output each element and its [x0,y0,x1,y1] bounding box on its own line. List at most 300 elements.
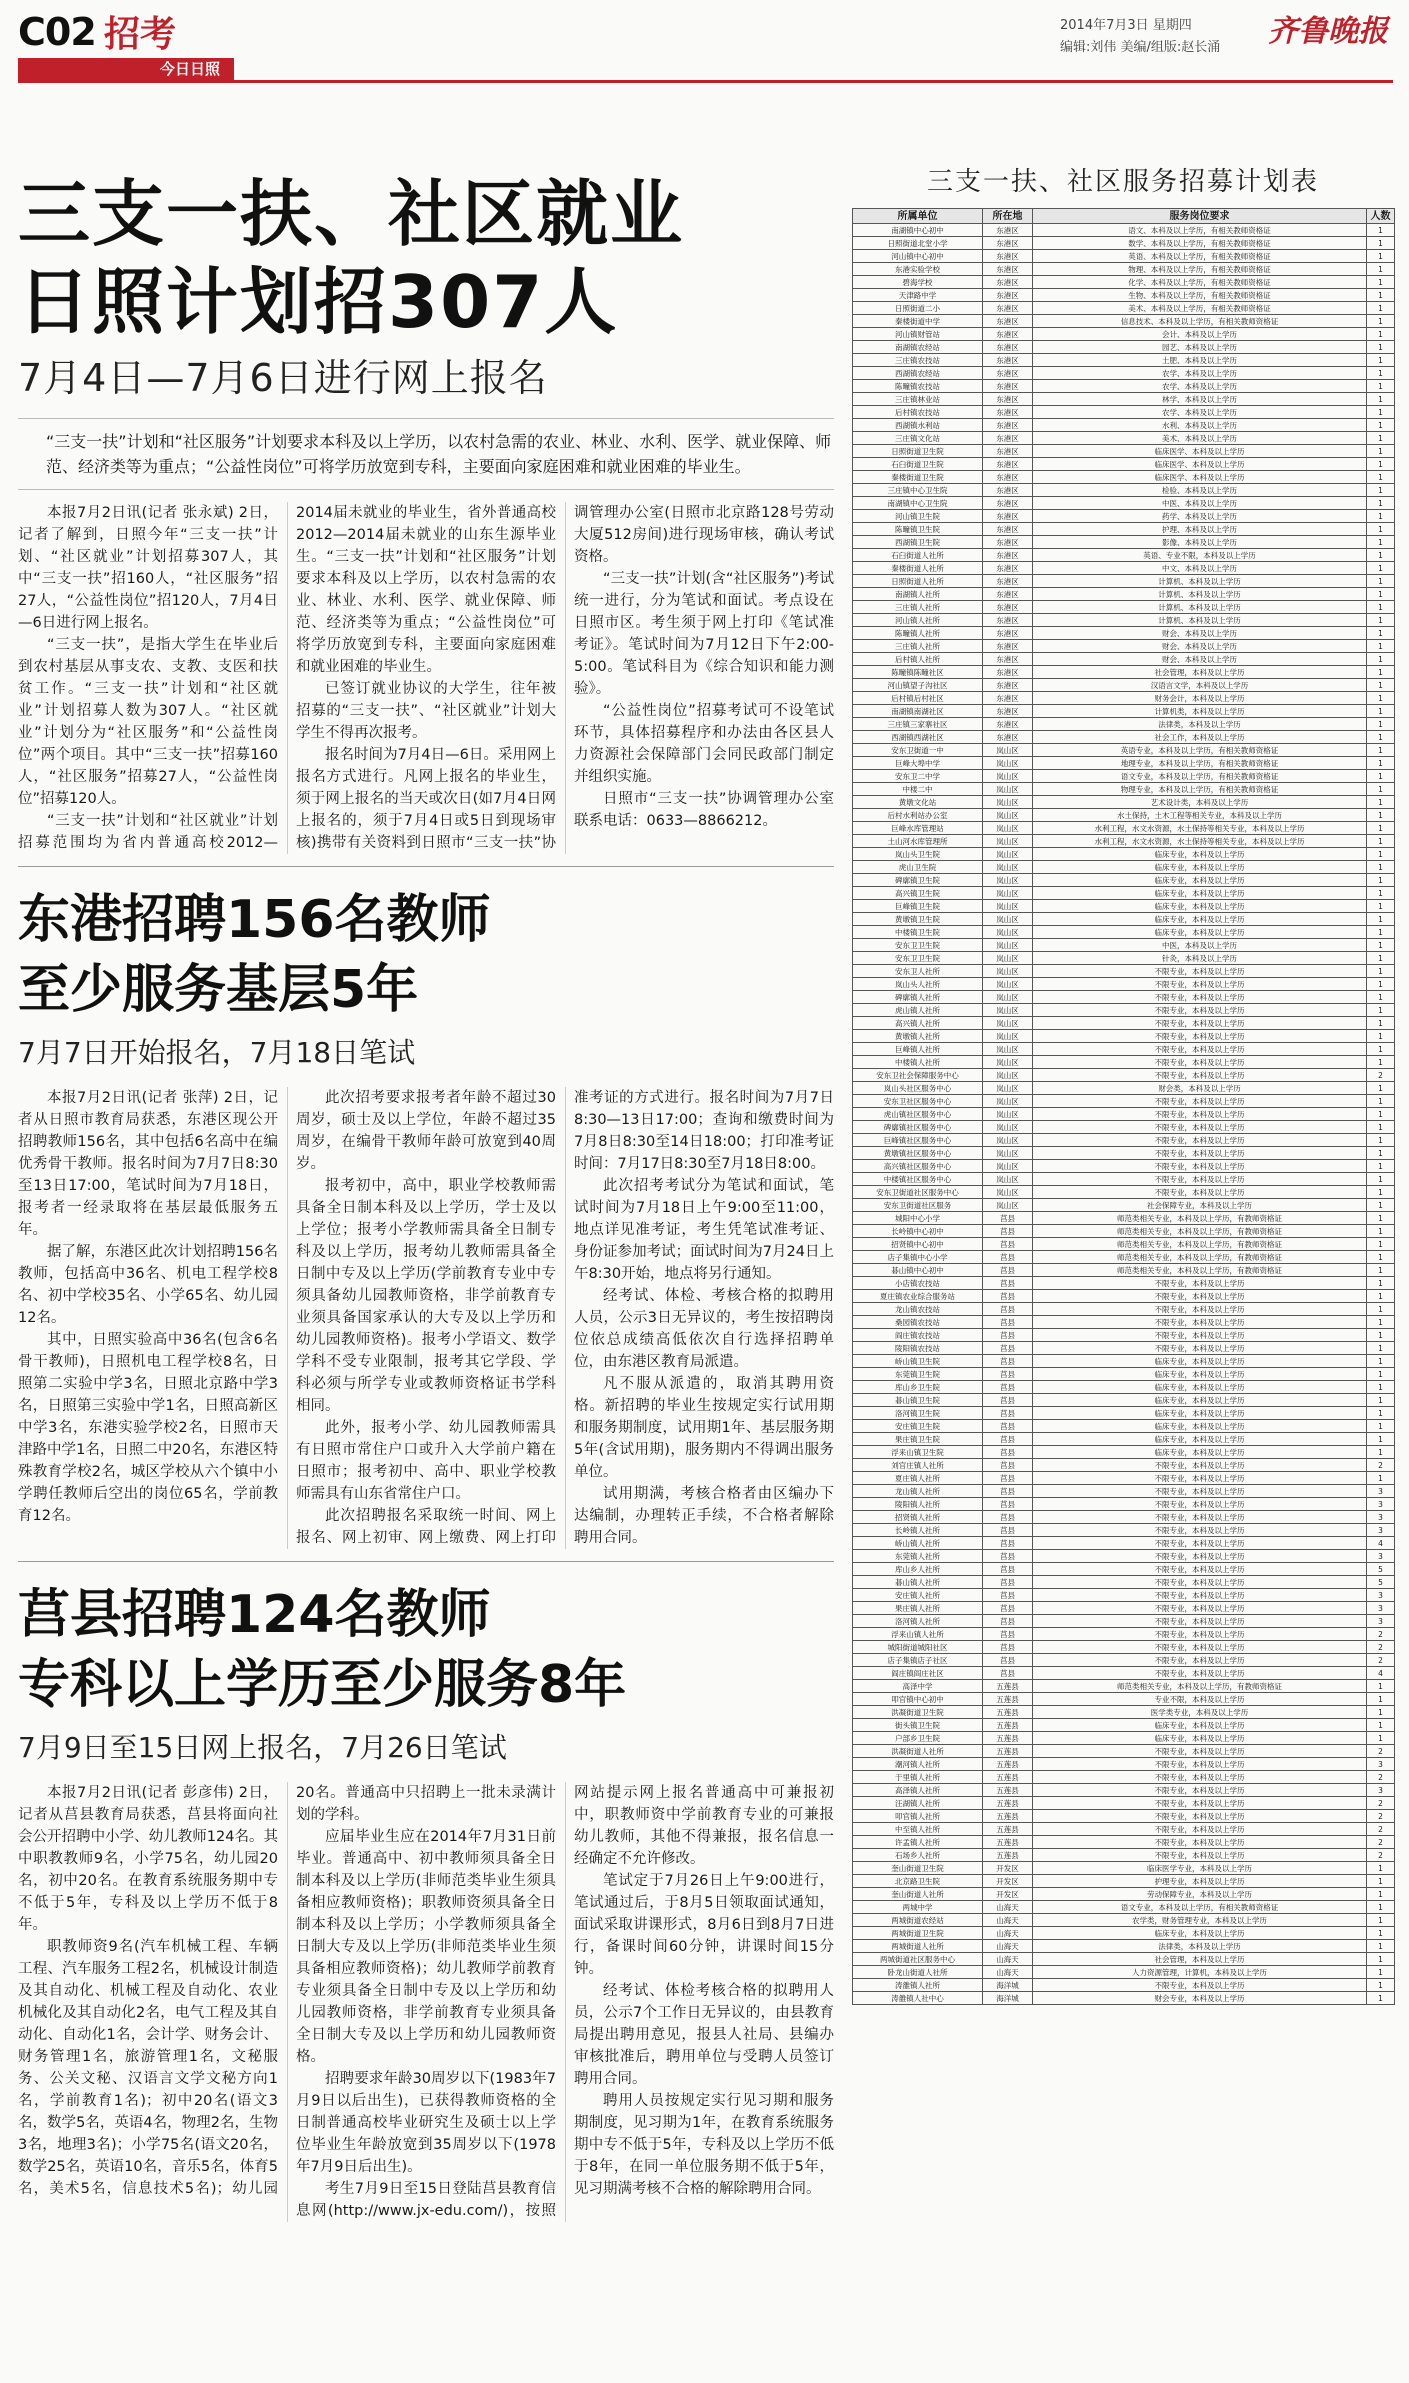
requirement-cell: 临床专业，本科及以上学历 [1033,1407,1367,1420]
headline-line1: 莒县招聘124名教师 [18,1585,491,1645]
table-row [853,939,1395,952]
requirement-cell: 中医、本科及以上学历 [1033,497,1367,510]
unit-cell: 浮来山镇卫生院 [853,1446,983,1459]
table-row [853,1823,1395,1836]
location-cell: 东港区 [983,419,1033,432]
table-row [853,1225,1395,1238]
count-cell: 1 [1367,1433,1395,1446]
requirement-cell: 土肥、本科及以上学历 [1033,354,1367,367]
unit-cell: 后村镇人社所 [853,653,983,666]
paragraph: 已签订就业协议的大学生，往年被招募的“三支一扶”、“社区就业”计划大学生不得再次报考。 [296,681,556,741]
count-cell: 2 [1367,1823,1395,1836]
table-title: 三支一扶、社区服务招募计划表 [926,167,1319,197]
unit-cell: 河山镇望子沟社区 [853,679,983,692]
requirement-cell: 不限专业，本科及以上学历 [1033,1030,1367,1043]
table-row [853,1992,1395,2005]
unit-cell: 店子集镇中心小学 [853,1251,983,1264]
unit-cell: 三庄镇文化站 [853,432,983,445]
unit-cell: 碁山镇中心初中 [853,1264,983,1277]
location-cell: 东港区 [983,588,1033,601]
table-row [853,1004,1395,1017]
table-row [853,536,1395,549]
location-cell: 岚山区 [983,926,1033,939]
unit-cell: 三庄镇中心卫生院 [853,484,983,497]
count-cell: 1 [1367,1004,1395,1017]
location-cell: 莒县 [983,1368,1033,1381]
location-cell: 东港区 [983,627,1033,640]
table-row [853,315,1395,328]
table-row [853,1745,1395,1758]
table-row [853,1056,1395,1069]
count-cell: 1 [1367,1108,1395,1121]
paper-logo: 齐鲁晚报 [1268,14,1388,49]
article-body [18,1087,834,1549]
location-cell: 岚山区 [983,978,1033,991]
requirement-cell: 临床专业，本科及以上学历 [1033,861,1367,874]
unit-cell: 黄墩文化站 [853,796,983,809]
location-cell: 岚山区 [983,1082,1033,1095]
table-row [853,913,1395,926]
unit-cell: 东莞镇人社所 [853,1550,983,1563]
requirement-cell: 不限专业，本科及以上学历 [1033,1290,1367,1303]
requirement-cell: 水土保持，土木工程等相关专业，本科及以上学历 [1033,809,1367,822]
location-cell: 岚山区 [983,965,1033,978]
location-cell: 东港区 [983,341,1033,354]
requirement-cell: 不限专业，本科及以上学历 [1033,1498,1367,1511]
table-row [853,523,1395,536]
table-row [853,1394,1395,1407]
unit-cell: 河山镇财管站 [853,328,983,341]
count-cell: 1 [1367,1160,1395,1173]
requirement-cell: 不限专业，本科及以上学历 [1033,1654,1367,1667]
requirement-cell: 不限专业，本科及以上学历 [1033,1095,1367,1108]
count-cell: 4 [1367,1667,1395,1680]
table-row [853,1550,1395,1563]
requirement-cell: 不限专业，本科及以上学历 [1033,991,1367,1004]
table-row [853,289,1395,302]
location-cell: 岚山区 [983,1017,1033,1030]
location-cell: 东港区 [983,575,1033,588]
requirement-cell: 临床专业，本科及以上学历 [1033,1732,1367,1745]
location-cell: 东港区 [983,276,1033,289]
requirement-cell: 不限专业，本科及以上学历 [1033,1485,1367,1498]
requirement-cell: 中医，本科及以上学历 [1033,939,1367,952]
count-cell: 2 [1367,1628,1395,1641]
requirement-cell: 计算机、本科及以上学历 [1033,601,1367,614]
unit-cell: 西湖镇水利站 [853,419,983,432]
requirement-cell: 财会、本科及以上学历 [1033,627,1367,640]
requirement-cell: 不限专业，本科及以上学历 [1033,1004,1367,1017]
table-row [853,1459,1395,1472]
requirement-cell: 护理专业，本科及以上学历 [1033,1875,1367,1888]
table-row [853,1901,1395,1914]
location-cell: 东港区 [983,614,1033,627]
count-cell: 1 [1367,796,1395,809]
paragraph: 试用期满，考核合格者由区编办下达编制，办理转正手续，不合格者解除聘用合同。 [574,1486,834,1546]
column-header: 所属单位 [853,209,983,224]
count-cell: 1 [1367,822,1395,835]
table-row [853,1927,1395,1940]
table-header-row [853,209,1395,224]
unit-cell: 后村镇农技站 [853,406,983,419]
unit-cell: 巨峰镇社区服务中心 [853,1134,983,1147]
table-row [853,432,1395,445]
table-row [853,562,1395,575]
location-cell: 山海天 [983,1901,1033,1914]
requirement-cell: 临床专业，本科及以上学历 [1033,900,1367,913]
table-row [853,1667,1395,1680]
subsection-banner: 今日日照 [18,58,234,80]
table-row [853,1173,1395,1186]
requirement-cell: 临床医学、本科及以上学历 [1033,458,1367,471]
count-cell: 1 [1367,1030,1395,1043]
location-cell: 岚山区 [983,939,1033,952]
location-cell: 东港区 [983,328,1033,341]
count-cell: 1 [1367,1225,1395,1238]
headline-line2: 专科以上学历至少服务8年 [18,1655,627,1715]
location-cell: 岚山区 [983,1095,1033,1108]
count-cell: 1 [1367,471,1395,484]
unit-cell: 峤山镇卫生院 [853,1355,983,1368]
unit-cell: 后村水利站办公室 [853,809,983,822]
requirement-cell: 临床专业，本科及以上学历 [1033,1394,1367,1407]
unit-cell: 陈疃镇卫生院 [853,523,983,536]
location-cell: 莒县 [983,1446,1033,1459]
count-cell: 1 [1367,315,1395,328]
table-row [853,1433,1395,1446]
count-cell: 1 [1367,1264,1395,1277]
count-cell: 1 [1367,952,1395,965]
requirement-cell: 化学、本科及以上学历，有相关教师资格证 [1033,276,1367,289]
location-cell: 岚山区 [983,1043,1033,1056]
requirement-cell: 不限专业，本科及以上学历 [1033,1459,1367,1472]
requirement-cell: 不限专业，本科及以上学历 [1033,1511,1367,1524]
count-cell: 1 [1367,1472,1395,1485]
table-row [853,1420,1395,1433]
location-cell: 莒县 [983,1498,1033,1511]
column-header: 人数 [1367,209,1395,224]
requirement-cell: 不限专业，本科及以上学历 [1033,1563,1367,1576]
count-cell: 1 [1367,1979,1395,1992]
unit-cell: 三庄镇农技站 [853,354,983,367]
location-cell: 东港区 [983,601,1033,614]
headline-deck: 7月7日开始报名，7月18日笔试 [18,1036,416,1069]
location-cell: 岚山区 [983,822,1033,835]
table-row [853,965,1395,978]
unit-cell: 西湖镇农经站 [853,367,983,380]
unit-cell: 库山乡卫生院 [853,1381,983,1394]
count-cell: 1 [1367,887,1395,900]
requirement-cell: 农学类，财务管理专业，本科及以上学历 [1033,1914,1367,1927]
location-cell: 岚山区 [983,1108,1033,1121]
location-cell: 东港区 [983,263,1033,276]
count-cell: 1 [1367,224,1395,237]
headline-deck: 7月4日—7月6日进行网上报名 [18,356,548,400]
count-cell: 1 [1367,991,1395,1004]
table-row [853,1732,1395,1745]
paragraph: 考生7月9日至15日登陆莒县教育信息网(http://www.jx-edu.com/)，按照网站提示网上报名普通高中可兼报初中，职教师资中学前教育专业的可兼报幼儿教师，其他不得兼报，报名信息一经确定不允许修改。 [296,1785,834,2219]
location-cell: 东港区 [983,315,1033,328]
count-cell: 1 [1367,809,1395,822]
requirement-cell: 语文、本科及以上学历，有相关教师资格证 [1033,224,1367,237]
table-row [853,991,1395,1004]
unit-cell: 洛河镇卫生院 [853,1407,983,1420]
unit-cell: 招贤镇中心初中 [853,1238,983,1251]
location-cell: 岚山区 [983,1004,1033,1017]
table-row [853,1576,1395,1589]
table-row [853,1446,1395,1459]
requirement-cell: 中文、本科及以上学历 [1033,562,1367,575]
masthead [0,0,1409,80]
location-cell: 莒县 [983,1641,1033,1654]
paragraph: 本报7月2日讯(记者 张萍) 2日，记者从日照市教育局获悉，东港区现公开招聘教师156名，其中包括6名高中在编优秀骨干教师。报名时间为7月7日8:30至13日17:00，笔试时间为7月18日，报考者一经录取将在基层最低服务五年。 [18,1090,278,1238]
recruitment-table-panel [852,160,1394,2005]
unit-cell: 汪湖镇人社所 [853,1797,983,1810]
table-row [853,1628,1395,1641]
unit-cell: 土山河水库管理所 [853,835,983,848]
count-cell: 1 [1367,770,1395,783]
location-cell: 东港区 [983,692,1033,705]
unit-cell: 两城街道社区服务中心 [853,1953,983,1966]
table-row [853,341,1395,354]
count-cell: 1 [1367,289,1395,302]
requirement-cell: 财会、本科及以上学历 [1033,653,1367,666]
requirement-cell: 临床专业，本科及以上学历 [1033,848,1367,861]
requirement-cell: 法律类，本科及以上学历 [1033,718,1367,731]
unit-cell: 中至镇人社所 [853,1823,983,1836]
unit-cell: 库山乡人社所 [853,1563,983,1576]
unit-cell: 安东卫人社所 [853,965,983,978]
count-cell: 1 [1367,1212,1395,1225]
requirement-cell: 检验、本科及以上学历 [1033,484,1367,497]
unit-cell: 秦楼街道人社所 [853,562,983,575]
count-cell: 1 [1367,679,1395,692]
count-cell: 1 [1367,1316,1395,1329]
paragraph: 经考试、体检考核合格的拟聘用人员，公示7个工作日无异议的，由县教育局提出聘用意见，报县人社局、县编办审核批准后，聘用单位与受聘人员签订聘用合同。 [574,1983,834,2087]
unit-cell: 安东卫卫生院 [853,939,983,952]
count-cell: 1 [1367,484,1395,497]
unit-cell: 黄墩镇人社所 [853,1030,983,1043]
requirement-cell: 师范类相关专业，本科及以上学历，有教师资格证 [1033,1238,1367,1251]
paragraph: “三支一扶”，是指大学生在毕业后到农村基层从事支农、支教、支医和扶贫工作。“三支一扶”计划和“社区就业”计划招募人数为307人。“社区就业”计划分为“社区服务”和“公益性岗位”两个项目。其中“三支一扶”招募160人，“社区服务”招募27人，“公益性岗位”招募120人。 [18,637,278,807]
requirement-cell: 师范类相关专业，本科及以上学历，有教师资格证 [1033,1251,1367,1264]
requirement-cell: 不限专业，本科及以上学历 [1033,1069,1367,1082]
requirement-cell: 美术、本科及以上学历 [1033,432,1367,445]
requirement-cell: 不限专业，本科及以上学历 [1033,1615,1367,1628]
table-row [853,1134,1395,1147]
table-row [853,1368,1395,1381]
count-cell: 1 [1367,1095,1395,1108]
location-cell: 岚山区 [983,952,1033,965]
unit-cell: 长岭镇人社所 [853,1524,983,1537]
requirement-cell: 不限专业，本科及以上学历 [1033,1836,1367,1849]
unit-cell: 南湖镇南湖社区 [853,705,983,718]
location-cell: 五莲县 [983,1823,1033,1836]
table-row [853,1407,1395,1420]
location-cell: 莒县 [983,1472,1033,1485]
location-cell: 五莲县 [983,1732,1033,1745]
requirement-cell: 不限专业，本科及以上学历 [1033,1979,1367,1992]
requirement-cell: 不限专业，本科及以上学历 [1033,978,1367,991]
table-row [853,1303,1395,1316]
unit-cell: 岚山头人社所 [853,978,983,991]
location-cell: 海洋城 [983,1979,1033,1992]
unit-cell: 巨峰大埠中学 [853,757,983,770]
location-cell: 莒县 [983,1576,1033,1589]
table-row [853,1069,1395,1082]
count-cell: 1 [1367,1407,1395,1420]
requirement-cell: 社会保障专业，本科及以上学历 [1033,1199,1367,1212]
paragraph: 本报7月2日讯(记者 张永斌) 2日，记者了解到，日照今年“三支一扶”计划、“社区就业”计划招募307人，其中“三支一扶”招160人，“社区服务”招27人，“公益性岗位”招120人，7月4日—6日进行网上报名。 [18,505,278,631]
table-row [853,419,1395,432]
count-cell: 1 [1367,549,1395,562]
location-cell: 岚山区 [983,770,1033,783]
unit-cell: 安东卫街道社区服务 [853,1199,983,1212]
location-cell: 莒县 [983,1381,1033,1394]
requirement-cell: 财会、本科及以上学历 [1033,640,1367,653]
table-row [853,1615,1395,1628]
masthead-rule [18,80,1393,83]
requirement-cell: 数学、本科及以上学历，有相关教师资格证 [1033,237,1367,250]
count-cell: 3 [1367,1524,1395,1537]
count-cell: 1 [1367,965,1395,978]
unit-cell: 果庄镇卫生院 [853,1433,983,1446]
location-cell: 东港区 [983,705,1033,718]
table-row [853,1160,1395,1173]
count-cell: 1 [1367,1121,1395,1134]
requirement-cell: 临床专业，本科及以上学历 [1033,1927,1367,1940]
unit-cell: 三庄镇林业站 [853,393,983,406]
requirement-cell: 计算机、本科及以上学历 [1033,575,1367,588]
count-cell: 2 [1367,1797,1395,1810]
unit-cell: 叩官镇人社所 [853,1810,983,1823]
location-cell: 东港区 [983,718,1033,731]
unit-cell: 河山镇人社所 [853,614,983,627]
unit-cell: 果庄镇人社所 [853,1602,983,1615]
table-row [853,1849,1395,1862]
table-row [853,1706,1395,1719]
table-row [853,1238,1395,1251]
requirement-cell: 财务会计，本科及以上学历 [1033,692,1367,705]
unit-cell: 河山镇中心初中 [853,250,983,263]
paragraph: 报名时间为7月4日—6日。采用网上报名方式进行。凡网上报名的毕业生，须于网上报名的当天或次日(如7月4日网上报名的，须于7月4日或5日到现场审核)携带有关资料到日照市“三支一扶”协调管理办公室(日照市北京路128号劳动大厦512房间)进行现场审核，确认考试资格。 [296,505,834,851]
table-row [853,328,1395,341]
requirement-cell: 艺术设计类，本科及以上学历 [1033,796,1367,809]
count-cell: 2 [1367,1459,1395,1472]
unit-cell: 招贤镇人社所 [853,1511,983,1524]
count-cell: 2 [1367,1849,1395,1862]
count-cell: 1 [1367,1368,1395,1381]
count-cell: 1 [1367,1277,1395,1290]
location-cell: 山海天 [983,1940,1033,1953]
table-row [853,1654,1395,1667]
table-row [853,614,1395,627]
location-cell: 海洋城 [983,1992,1033,2005]
count-cell: 1 [1367,874,1395,887]
unit-cell: 店子集镇店子社区 [853,1654,983,1667]
location-cell: 岚山区 [983,1173,1033,1186]
count-cell: 1 [1367,1394,1395,1407]
requirement-cell: 林学、本科及以上学历 [1033,393,1367,406]
count-cell: 1 [1367,341,1395,354]
location-cell: 莒县 [983,1420,1033,1433]
count-cell: 1 [1367,731,1395,744]
count-cell: 1 [1367,1082,1395,1095]
unit-cell: 黄墩镇卫生院 [853,913,983,926]
table-row [853,731,1395,744]
location-cell: 山海天 [983,1927,1033,1940]
requirement-cell: 物理、本科及以上学历，有相关教师资格证 [1033,263,1367,276]
table-row [853,445,1395,458]
unit-cell: 碑廓镇人社所 [853,991,983,1004]
unit-cell: 岚山头卫生院 [853,848,983,861]
count-cell: 1 [1367,510,1395,523]
count-cell: 1 [1367,328,1395,341]
paragraph: 本报7月2日讯(记者 彭彦伟) 2日，记者从莒县教育局获悉，莒县将面向社会公开招聘中小学、幼儿教师124名。其中职教教师9名，小学75名，幼儿园20名，初中20名。在教育系统服务期中专不低于5年，专科及以上学历不低于8年。 [18,1785,278,1933]
count-cell: 1 [1367,497,1395,510]
location-cell: 五莲县 [983,1719,1033,1732]
requirement-cell: 不限专业，本科及以上学历 [1033,1576,1367,1589]
location-cell: 东港区 [983,432,1033,445]
requirement-cell: 临床专业，本科及以上学历 [1033,1420,1367,1433]
table-row [853,1719,1395,1732]
requirement-cell: 水利工程，水文水资源，水土保持等相关专业，本科及以上学历 [1033,822,1367,835]
location-cell: 岚山区 [983,913,1033,926]
location-cell: 东港区 [983,354,1033,367]
requirement-cell: 不限专业，本科及以上学历 [1033,1524,1367,1537]
location-cell: 莒县 [983,1394,1033,1407]
count-cell: 2 [1367,1836,1395,1849]
requirement-cell: 不限专业，本科及以上学历 [1033,1134,1367,1147]
requirement-cell: 临床专业，本科及以上学历 [1033,1446,1367,1459]
unit-cell: 叩官镇中心初中 [853,1693,983,1706]
requirement-cell: 不限专业，本科及以上学历 [1033,1316,1367,1329]
count-cell: 1 [1367,1056,1395,1069]
location-cell: 莒县 [983,1407,1033,1420]
table-row [853,666,1395,679]
location-cell: 莒县 [983,1654,1033,1667]
unit-cell: 巨峰镇卫生院 [853,900,983,913]
requirement-cell: 护理、本科及以上学历 [1033,523,1367,536]
location-cell: 莒县 [983,1277,1033,1290]
requirement-cell: 专业不限，本科及以上学历 [1033,1693,1367,1706]
requirement-cell: 不限专业，本科及以上学历 [1033,1186,1367,1199]
requirement-cell: 农学、本科及以上学历 [1033,380,1367,393]
requirement-cell: 会计、本科及以上学历 [1033,328,1367,341]
requirement-cell: 地理专业，本科及以上学历，有相关教师资格证 [1033,757,1367,770]
article-lead: “三支一扶”计划和“社区服务”计划要求本科及以上学历，以农村急需的农业、林业、水利、医学、就业保障、师范、经济类等为重点；“公益性岗位”可将学历放宽到专科，主要面向家庭困难和就业困难的毕业生。 [18,418,834,490]
paragraph: “公益性岗位”招募考试可不设笔试环节，具体招募程序和办法由各区县人力资源社会保障部门会同民政部门制定并组织实施。 [574,703,834,785]
count-cell: 2 [1367,1641,1395,1654]
requirement-cell: 不限专业，本科及以上学历 [1033,1147,1367,1160]
unit-cell: 陵阳镇农技站 [853,1342,983,1355]
location-cell: 五莲县 [983,1849,1033,1862]
location-cell: 岚山区 [983,900,1033,913]
count-cell: 1 [1367,718,1395,731]
count-cell: 3 [1367,1511,1395,1524]
count-cell: 1 [1367,1199,1395,1212]
location-cell: 五莲县 [983,1771,1033,1784]
unit-cell: 龙山镇人社所 [853,1485,983,1498]
paragraph: 笔试定于7月26日上午9:00进行，笔试通过后，于8月5日领取面试通知，面试采取讲课形式，8月6日到8月7日进行，备课时间60分钟，讲课时间15分钟。 [574,1873,834,1977]
count-cell: 1 [1367,653,1395,666]
requirement-cell: 不限专业，本科及以上学历 [1033,1810,1367,1823]
unit-cell: 高泽中学 [853,1680,983,1693]
table-row [853,1784,1395,1797]
location-cell: 东港区 [983,536,1033,549]
table-row [853,809,1395,822]
headline-deck: 7月9日至15日网上报名，7月26日笔试 [18,1731,507,1764]
